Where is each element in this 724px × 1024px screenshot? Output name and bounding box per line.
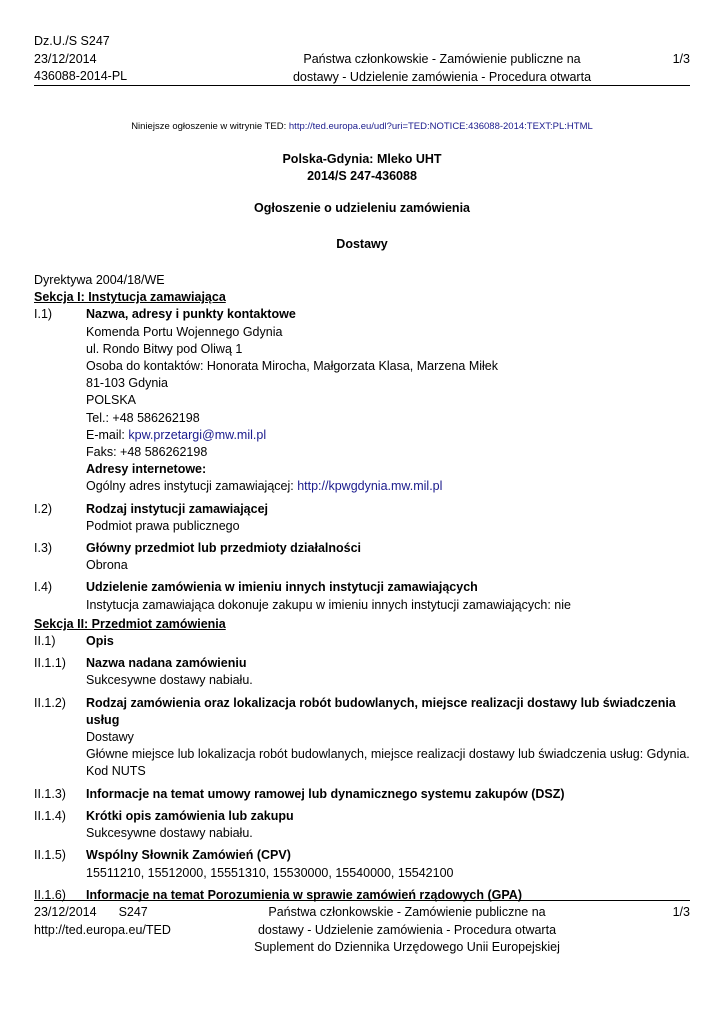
section-i4 (34, 579, 690, 613)
item-value: Podmiot prawa publicznego (86, 518, 240, 533)
section-ii13 (34, 786, 690, 803)
item-value: Obrona (86, 558, 128, 573)
contract-location: Główne miejsce lub lokalizacja robót budowlanych, miejsce realizacji dostawy lub świadczenia usług: Gdynia. (86, 747, 690, 762)
section-1-title: Sekcja I: Instytucja zamawiająca (34, 290, 226, 305)
item-number: I.1) (34, 307, 53, 322)
nuts-code: Kod NUTS (86, 764, 146, 779)
notice-link[interactable]: http://ted.europa.eu/udl?uri=TED:NOTICE:436088-2014:TEXT:PL:HTML (288, 121, 593, 132)
footer-line3: Suplement do Dziennika Urzędowego Unii Europejskiej (254, 940, 560, 954)
item-number: II.1.3) (34, 786, 66, 801)
header-title-line1: Państwa członkowskie - Zamówienie publiczne na (303, 52, 581, 66)
web-label: Ogólny adres instytucji zamawiającej: (86, 479, 298, 494)
header-doc-ref: Dz.U./S S247 (34, 34, 110, 48)
header-title (254, 51, 630, 86)
title-notice-type: Ogłoszenie o udzieleniu zamówienia (253, 201, 470, 215)
footer-title (214, 904, 600, 957)
footer-series: S247 (118, 905, 148, 919)
org-tel: Tel.: +48 586262198 (86, 410, 200, 425)
item-value: Instytucja zamawiająca dokonuje zakupu w imieniu innych instytucji zamawiających: nie (86, 597, 571, 612)
footer-url: http://ted.europa.eu/TED (34, 922, 171, 937)
cpv-codes: 15511210, 15512000, 15551310, 15530000, 15540000, 15542100 (86, 865, 454, 880)
item-number: II.1.4) (34, 808, 66, 823)
section-i3 (34, 540, 690, 574)
footer-page-number: 1/3 (672, 905, 690, 919)
section-ii1 (34, 633, 690, 650)
item-value: Sukcesywne dostawy nabiału. (86, 673, 253, 688)
item-heading: Rodzaj zamówienia oraz lokalizacja robót budowlanych, miejsce realizacji dostawy lub świadczenia usług (86, 695, 676, 727)
item-number: II.1) (34, 634, 56, 649)
footer-date: 23/12/2014 (34, 905, 97, 919)
document-body (34, 272, 690, 904)
header-date: 23/12/2014 (34, 51, 97, 66)
section-ii11 (34, 655, 690, 689)
page-footer (34, 900, 690, 954)
item-heading: Informacje na temat umowy ramowej lub dynamicznego systemu zakupów (DSZ) (86, 786, 565, 801)
org-country: POLSKA (86, 393, 137, 408)
section-i1 (34, 306, 690, 495)
org-email (86, 427, 690, 444)
item-heading: Opis (86, 634, 114, 649)
email-link[interactable]: kpw.przetargi@mw.mil.pl (128, 427, 267, 442)
org-city: 81-103 Gdynia (86, 376, 169, 391)
item-number: I.3) (34, 541, 53, 556)
email-label: E-mail: (86, 427, 129, 442)
footer-line2: dostawy - Udzielenie zamówienia - Procedura otwarta (257, 922, 557, 937)
item-number: II.1.6) (34, 887, 66, 902)
item-heading: Główny przedmiot lub przedmioty działalności (86, 541, 362, 556)
item-heading: Nazwa, adresy i punkty kontaktowe (86, 307, 296, 322)
org-street: ul. Rondo Bitwy pod Oliwą 1 (86, 341, 243, 356)
item-number: II.1.5) (34, 848, 66, 863)
org-name: Komenda Portu Wojennego Gdynia (86, 324, 283, 339)
section-ii15 (34, 847, 690, 881)
contract-type: Dostawy (86, 730, 134, 745)
header-page-number: 1/3 (672, 52, 690, 66)
item-heading: Krótki opis zamówienia lub zakupu (86, 808, 294, 823)
item-number: I.2) (34, 501, 53, 516)
item-heading: Rodzaj instytucji zamawiającej (86, 501, 269, 516)
title-number: 2014/S 247-436088 (307, 169, 417, 183)
page-header (34, 33, 690, 86)
footer-meta (34, 904, 171, 939)
item-heading: Wspólny Słownik Zamówień (CPV) (86, 848, 291, 863)
header-meta (34, 33, 127, 86)
web-link[interactable]: http://kpwgdynia.mw.mil.pl (297, 479, 443, 494)
title-location: Polska-Gdynia: Mleko UHT (282, 152, 442, 166)
web-heading: Adresy internetowe: (86, 462, 207, 477)
footer-line1: Państwa członkowskie - Zamówienie publiczne na (268, 905, 546, 919)
section-i2 (34, 501, 690, 535)
org-web (86, 478, 690, 495)
item-number: II.1.1) (34, 656, 66, 671)
header-notice-id: 436088-2014-PL (34, 69, 128, 83)
header-title-line2: dostawy - Udzielenie zamówienia - Procedura otwarta (292, 69, 592, 84)
item-value: Sukcesywne dostawy nabiału. (86, 826, 253, 841)
org-contact: Osoba do kontaktów: Honorata Mirocha, Małgorzata Klasa, Marzena Miłek (86, 359, 498, 374)
section-ii14 (34, 808, 690, 842)
item-heading: Udzielenie zamówienia w imieniu innych instytucji zamawiających (86, 580, 478, 595)
item-heading: Informacje na temat Porozumienia w sprawie zamówień rządowych (GPA) (86, 887, 522, 902)
notice-prefix: Niniejsze ogłoszenie w witrynie TED: (131, 121, 289, 132)
directive: Dyrektywa 2004/18/WE (34, 273, 165, 287)
section-2-title: Sekcja II: Przedmiot zamówienia (34, 616, 226, 631)
item-number: II.1.2) (34, 695, 66, 710)
section-ii12 (34, 695, 690, 781)
ted-notice (0, 121, 724, 132)
item-heading: Nazwa nadana zamówieniu (86, 656, 247, 671)
org-fax: Faks: +48 586262198 (86, 445, 208, 460)
title-category: Dostawy (336, 237, 388, 251)
item-number: I.4) (34, 580, 53, 595)
